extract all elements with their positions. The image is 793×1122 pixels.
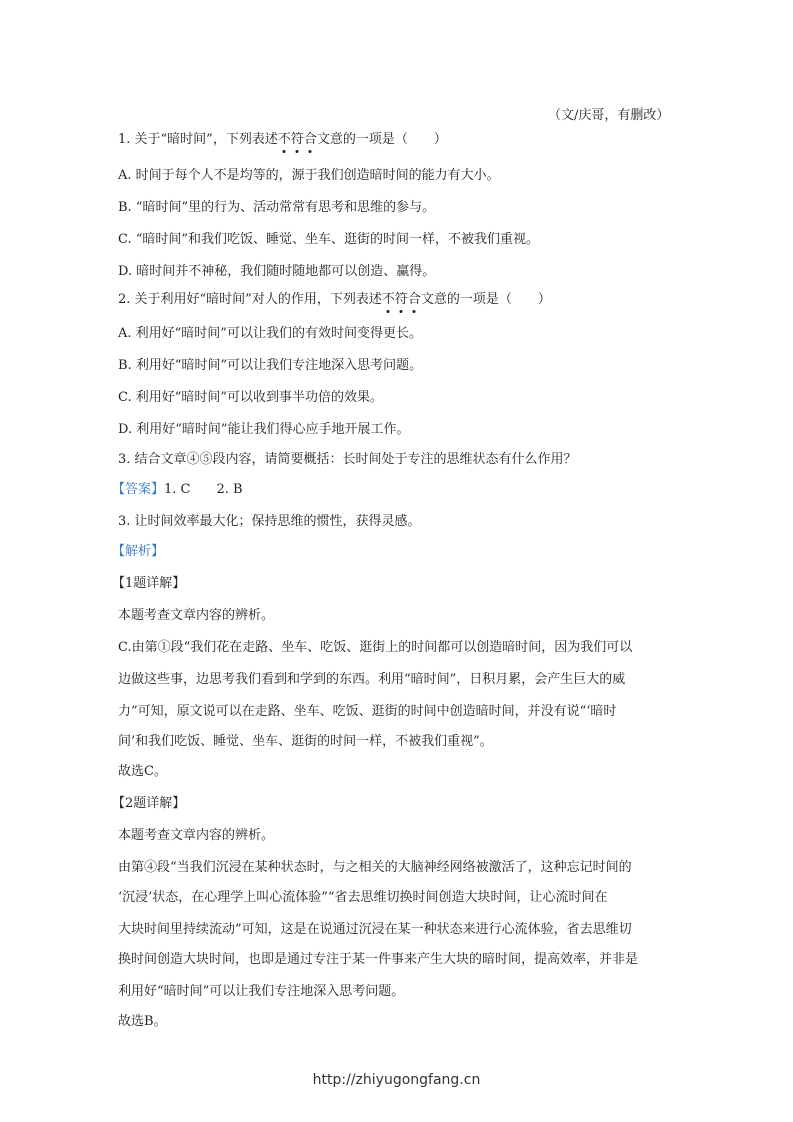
q1-analysis-line: 边做这些事，边思考我们看到和学到的东西。利用“暗时间”，日积月累，会产生巨大的威: [118, 672, 626, 687]
q2-analysis-line: 大块时间里持续流动”可知，这是在说通过沉浸在某一种状态来进行心流体验，省去思维切: [118, 922, 632, 937]
q1-analysis-title: 【1题详解】: [112, 576, 186, 591]
emphasis-dot-char: 不: [381, 292, 395, 307]
q2-stem-before: 2. 关于利用好“暗时间”对人的作用，下列表述: [118, 292, 382, 307]
emphasis-dot-char: 合: [303, 132, 317, 147]
q1-option-a: A. 时间于每个人不是均等的，源于我们创造暗时间的能力有大小。: [118, 168, 500, 183]
answer-line: [112, 482, 243, 498]
answer-2: 2. B: [216, 482, 243, 497]
emphasis-dot-char: 符: [290, 132, 304, 147]
emphasis-dot-char: 合: [407, 292, 421, 307]
q1-analysis-line: 间’和我们吃饭、睡觉、坐车、逛街的时间一样，不被我们重视”。: [118, 734, 493, 749]
q2-analysis-line: 由第④段“当我们沉浸在某种状态时，与之相关的大脑神经网络被激活了，这种忘记时间的: [118, 860, 632, 875]
emphasis-dot-char: 不: [277, 132, 291, 147]
q1-analysis-line: 力”可知，原文说可以在走路、坐车、吃饭、逛街的时间中创造暗时间，并没有说“‘暗时: [118, 704, 617, 719]
q1-stem-before: 1. 关于“暗时间”，下列表述: [118, 132, 278, 147]
footer-url[interactable]: http://zhiyugongfang.cn: [312, 1072, 481, 1088]
q2-stem-after: 文意的一项是（ ）: [420, 292, 551, 307]
q1-option-b: B. “暗时间”里的行为、活动常常有思考和思维的参与。: [118, 200, 436, 215]
q2-analysis-line: 利用好“暗时间”可以让我们专注地深入思考问题。: [118, 984, 405, 999]
q2-analysis-line: ‘沉浸’状态，在心理学上叫心流体验”“省去思维切换时间创造大块时间，让心流时间在: [118, 890, 608, 905]
q1-stem-emphasis: [278, 132, 317, 147]
q2-analysis-line: 本题考查文章内容的辨析。: [118, 828, 275, 843]
q1-emph-text: [278, 132, 317, 147]
q2-emph-text: [382, 292, 421, 307]
q2-option-a: A. 利用好“暗时间”可以让我们的有效时间变得更长。: [118, 326, 422, 341]
answer-1: 1. C: [164, 482, 191, 497]
q3-stem: 3. 结合文章④⑤段内容，请简要概括：长时间处于专注的思维状态有什么作用？: [118, 452, 577, 467]
q1-stem: [118, 132, 447, 148]
answer-3: 3. 让时间效率最大化；保持思维的惯性，获得灵感。: [118, 514, 421, 529]
q2-analysis-title: 【2题详解】: [112, 796, 186, 811]
q2-option-b: B. 利用好“暗时间”可以让我们专注地深入思考问题。: [118, 358, 423, 373]
source-note: （文/庆哥，有删改）: [548, 108, 670, 123]
q1-analysis-line: 故选C。: [118, 764, 167, 779]
answer-label: 【答案】: [112, 482, 165, 497]
q1-stem-after: 文意的一项是（ ）: [316, 132, 447, 147]
emphasis-dot-char: 符: [394, 292, 408, 307]
q1-analysis-line: C.由第①段“我们花在走路、坐车、吃饭、逛街上的时间都可以创造暗时间，因为我们可以: [118, 640, 633, 655]
analysis-label: 【解析】: [112, 544, 165, 559]
q2-option-d: D. 利用好“暗时间”能让我们得心应手地开展工作。: [118, 422, 410, 437]
q1-option-d: D. 暗时间并不神秘，我们随时随地都可以创造、赢得。: [118, 264, 436, 279]
q2-option-c: C. 利用好“暗时间”可以收到事半功倍的效果。: [118, 390, 384, 405]
q1-analysis-line: 本题考查文章内容的辨析。: [118, 608, 275, 623]
q2-stem-emphasis: [382, 292, 421, 307]
q2-analysis-line: 换时间创造大块时间，也即是通过专注于某一件事来产生大块的暗时间，提高效率，并非是: [118, 952, 639, 967]
q2-stem: [118, 292, 551, 308]
q1-option-c: C. “暗时间”和我们吃饭、睡觉、坐车、逛街的时间一样，不被我们重视。: [118, 232, 540, 247]
q2-analysis-line: 故选B。: [118, 1014, 167, 1029]
